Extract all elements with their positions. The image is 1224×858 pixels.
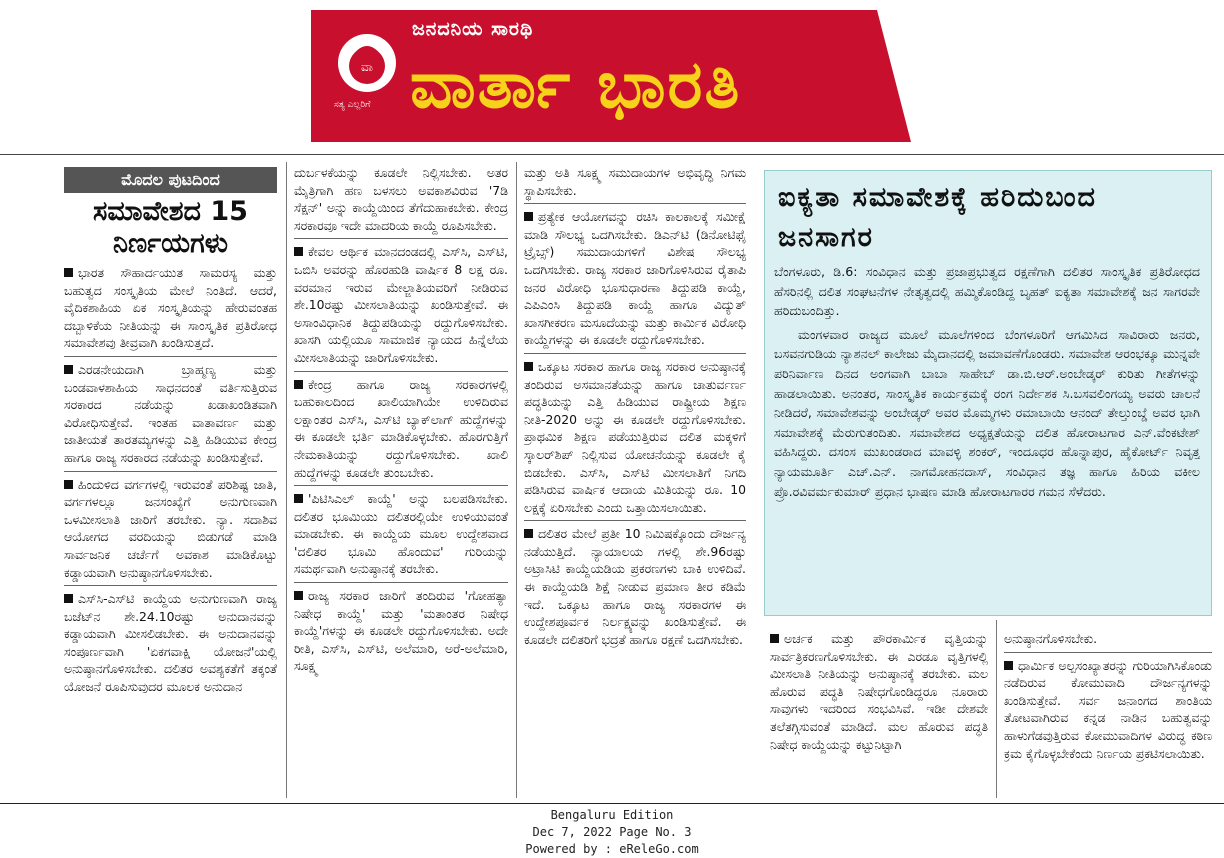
column-divider bbox=[516, 162, 517, 798]
edition-label: Bengaluru Edition bbox=[550, 808, 674, 822]
square-bullet-icon bbox=[524, 362, 533, 371]
article-paragraph: ಮತ್ತು ಅತಿ ಸೂಕ್ಷ್ಮ ಸಮುದಾಯಗಳ ಅಭಿವೃದ್ಧಿ ನಿಗಮ ಸ್ಥಾಪಿಸಬೇಕು. bbox=[524, 165, 746, 198]
article-paragraph: 'ಪಿಟಿಸಿಎಲ್ ಕಾಯ್ದೆ' ಅನ್ನು ಬಲಪಡಿಸಬೇಕು. ದಲಿತರ ಭೂಮಿಯು ದಲಿತರಲ್ಲಿಯೇ ಉಳಿಯುವಂತೆ ಮಾಡಬೇಕು. ಈ ಕಾಯ್ದೆಯ ಮೂಲ ಉದ್ದೇಶವಾದ 'ದಲಿತರ ಭೂಮಿ ಹೊಂದುವ' ಗುರಿಯನ್ನು ಸಮರ್ಥವಾಗಿ ಅನುಷ್ಠಾನಕ್ಕೆ ತರಬೇಕು. bbox=[294, 491, 508, 577]
section-label: ಮೊದಲ ಪುಟದಿಂದ bbox=[64, 167, 277, 193]
square-bullet-icon bbox=[294, 494, 303, 503]
article-paragraph: ಕೇಂದ್ರ ಹಾಗೂ ರಾಜ್ಯ ಸರಕಾರಗಳಲ್ಲಿ ಬಹುಕಾಲದಿಂದ ಖಾಲಿಯಾಗಿಯೇ ಉಳಿದಿರುವ ಲಕ್ಷಾಂತರ ಎಸ್‌ಸಿ, ಎಸ್‌ಟಿ ಬ್ಯಾಕ್‌ಲಾಗ್ ಹುದ್ದೆಗಳನ್ನು ಈ ಕೂಡಲೇ ಭರ್ತಿ ಮಾಡಿಕೊಳ್ಳಬೇಕು. ಹೊರಗುತ್ತಿಗೆ ನೇಮಕಾತಿಯನ್ನು ರದ್ದುಗೊಳಿಸಬೇಕು. ಖಾಲಿ ಹುದ್ದೆಗಳನ್ನು ಕೂಡಲೇ ತುಂಬಬೇಕು. bbox=[294, 376, 508, 480]
paragraph-separator bbox=[64, 356, 277, 357]
article-paragraph: ಎಸ್‌ಸಿ-ಎಸ್‌ಟಿ ಕಾಯ್ದೆಯ ಅನುಗುಣವಾಗಿ ರಾಜ್ಯ ಬಜೆಟ್‌ನ ಶೇ.24.10ರಷ್ಟು ಅನುದಾನವನ್ನು ಕಡ್ಡಾಯವಾಗಿ ಮೀಸಲಿಡಬೇಕು. ಈ ಅನುದಾನವನ್ನು ಸಂಪೂರ್ಣವಾಗಿ 'ಏಕಗವಾಕ್ಷಿ ಯೋಜನೆ'ಯಲ್ಲಿ ಅನುಷ್ಠಾನಗೊಳಿಸಬೇಕು. ದಲಿತರ ಅವಶ್ಯಕತೆಗೆ ತಕ್ಕಂತೆ ಯೋಜನೆ ರೂಪಿಸುವುದರ ಮೂಲಕ ಅನುದಾನ bbox=[64, 591, 277, 695]
square-bullet-icon bbox=[64, 480, 73, 489]
article-column-2 bbox=[294, 164, 508, 798]
square-bullet-icon bbox=[524, 212, 533, 221]
masthead-tagline: ಜನದನಿಯ ಸಾರಥಿ bbox=[412, 18, 534, 40]
lead-story-body bbox=[774, 262, 1200, 608]
square-bullet-icon bbox=[524, 529, 533, 538]
article-paragraph: ಅರ್ಚಕ ಮತ್ತು ಪೌರಕಾರ್ಮಿಕ ವೃತ್ತಿಯನ್ನು ಸಾರ್ವತ್ರಿಕರಣಗೊಳಿಸಬೇಕು. ಈ ಎರಡೂ ವೃತ್ತಿಗಳಲ್ಲಿ ಮೀಸಲಾತಿ ನೀತಿಯನ್ನು ಅನುಷ್ಠಾನಕ್ಕೆ ತರಬೇಕು. ಮಲ ಹೊರುವ ಪದ್ಧತಿ ನಿಷೇಧಗೊಂಡಿದ್ದರೂ ನೂರಾರು ಸಾವುಗಳು ಇದರಿಂದ ಸಂಭವಿಸಿವೆ. ಇಡೀ ದೇಶವೇ ತಲೆತಗ್ಗಿಸುವಂತೆ ಮಾಡಿದೆ. ಮಲ ಹೊರುವ ಪದ್ಧತಿ ನಿಷೇಧ ಕಾಯ್ದೆಯನ್ನು ಕಟ್ಟುನಿಟ್ಟಾಗಿ bbox=[770, 631, 988, 752]
article-paragraph: ಬೆಂಗಳೂರು, ಡಿ.6: ಸಂವಿಧಾನ ಮತ್ತು ಪ್ರಜಾಪ್ರಭುತ್ವದ ರಕ್ಷಣೆಗಾಗಿ ದಲಿತರ ಸಾಂಸ್ಕೃತಿಕ ಪ್ರತಿರೋಧದ ಹೆಸರಿನಲ್ಲಿ ದಲಿತ ಸಂಘಟನೆಗಳ ನೇತೃತ್ವದಲ್ಲಿ ಹಮ್ಮಿಕೊಂಡಿದ್ದ ಬೃಹತ್ ಐಕ್ಯತಾ ಸಮಾವೇಶಕ್ಕೆ ಜನ ಸಾಗರವೇ ಹರಿದುಬಂದಿತ್ತು. bbox=[774, 264, 1200, 319]
square-bullet-icon bbox=[770, 634, 779, 643]
logo-icon bbox=[338, 34, 396, 92]
paragraph-separator bbox=[294, 238, 508, 239]
article-paragraph: ಎರಡನೇಯದಾಗಿ ಬ್ರಾಹ್ಮಣ್ಯ ಮತ್ತು ಬಂಡವಾಳಶಾಹಿಯ ಸಾಧನದಂತೆ ವರ್ತಿಸುತ್ತಿರುವ ಸರಕಾರದ ನಡೆಯನ್ನು ಖಡಾಖಂಡಿತವಾಗಿ ವಿರೋಧಿಸುತ್ತೇವೆ. ಇಂತಹ ವಾತಾವರ್ಣ ಮತ್ತು ಜಾತೀಯತೆ ತಾರತಮ್ಯಗಳನ್ನು ಎತ್ತಿ ಹಿಡಿಯುವ ಕೇಂದ್ರ ಹಾಗೂ ರಾಜ್ಯ ಸರಕಾರದ ನಡೆಯನ್ನು ಖಂಡಿಸುತ್ತೇವೆ. bbox=[64, 361, 277, 465]
paragraph-separator bbox=[294, 371, 508, 372]
powered-by-link[interactable]: Powered by : eReleGo.com bbox=[525, 842, 699, 856]
paragraph-separator bbox=[524, 353, 746, 354]
paragraph-separator bbox=[524, 203, 746, 204]
paragraph-separator bbox=[294, 582, 508, 583]
column-divider bbox=[996, 620, 997, 798]
article-paragraph: ಕೇವಲ ಆರ್ಥಿಕ ಮಾನದಂಡದಲ್ಲಿ ಎಸ್‌ಸಿ, ಎಸ್‌ಟಿ, ಒಬಿಸಿ ಅವರನ್ನು ಹೊರಹುಡಿ ವಾರ್ಷಿಕ 8 ಲಕ್ಷ ರೂ. ವರಮಾನ ಇರುವ ಮೇಲ್ಜಾತಿಯವರಿಗೆ ನೀಡಿರುವ ಶೇ.10ರಷ್ಟು ಮೀಸಲಾತಿಯನ್ನು ಖಂಡಿಸುತ್ತೇವೆ. ಈ ಅಸಾಂವಿಧಾನಿಕ ತಿದ್ದುಪಡಿಯನ್ನು ರದ್ದುಗೊಳಿಸಬೇಕು. ಖಾಸಗಿ ಯಲ್ಲಿಯೂ ಸಾಮಾಜಿಕ ನ್ಯಾಯದ ಹಿನ್ನೆಲೆಯ ಮೀಸಲಾತಿಯನ್ನು ಜಾರಿಗೊಳಿಸಬೇಕು. bbox=[294, 244, 508, 365]
square-bullet-icon bbox=[64, 594, 73, 603]
article-paragraph: ಹಿಂದುಳಿದ ವರ್ಗಗಳಲ್ಲಿ ಇರುವಂತೆ ಪರಿಶಿಷ್ಟ ಜಾತಿ, ವರ್ಗಗಳಲ್ಲೂ ಜನಸಂಖ್ಯೆಗೆ ಅನುಗುಣವಾಗಿ ಒಳಮೀಸಲಾತಿ ಜಾರಿಗೆ ತರಬೇಕು. ನ್ಯಾ. ಸದಾಶಿವ ಆಯೋಗದ ವರದಿಯನ್ನು ಬಿಡುಗಡೆ ಮಾಡಿ ಸಾರ್ವಜನಿಕ ಚರ್ಚೆಗೆ ಅವಕಾಶ ಮಾಡಿಕೊಟ್ಟು ಕಡ್ಡಾಯವಾಗಿ ಅನುಷ್ಠಾನಗೊಳಿಸಬೇಕು. bbox=[64, 476, 277, 580]
article-paragraph: ಪ್ರತ್ಯೇಕ ಆಯೋಗವನ್ನು ರಚಿಸಿ ಕಾಲಕಾಲಕ್ಕೆ ಸಮೀಕ್ಷೆ ಮಾಡಿ ಸೌಲಭ್ಯ ಒದಗಿಸಬೇಕು. ಡಿಎನ್‌ಟಿ (ಡಿನೋಟಿಫೈ ಟ್ರೈಬ್ಸ್) ಸಮುದಾಯಗಳಿಗೆ ವಿಶೇಷ ಸೌಲಭ್ಯ ಒದಗಿಸಬೇಕು. ರಾಜ್ಯ ಸರಕಾರ ಜಾರಿಗೊಳಿಸಿರುವ ರೈತಾಪಿ ಜನರ ವಿರೋಧಿ ಭೂಸುಧಾರಣಾ ತಿದ್ದುಪಡಿ ಕಾಯ್ದೆ, ಎಪಿಎಂಸಿ ತಿದ್ದುಪಡಿ ಕಾಯ್ದೆ ಹಾಗೂ ವಿದ್ಯುತ್ ಖಾಸಗೀಕರಣ ಮಸೂದೆಯನ್ನು ಮತ್ತು ಕಾರ್ಮಿಕ ವಿರೋಧಿ ಕಾಯ್ದೆಗಳನ್ನು ಈ ಕೂಡಲೇ ರದ್ದುಗೊಳಿಸಬೇಕು. bbox=[524, 209, 746, 348]
column-divider bbox=[286, 162, 287, 798]
paragraph-separator bbox=[1004, 652, 1212, 653]
article-paragraph: ಒಕ್ಕೂಟ ಸರಕಾರ ಹಾಗೂ ರಾಜ್ಯ ಸರಕಾರ ಅನುಷ್ಠಾನಕ್ಕೆ ತಂದಿರುವ ಅಸಮಾನತೆಯನ್ನು ಹಾಗೂ ಚಾತುರ್ವರ್ಣ ಪದ್ಧತಿಯನ್ನು ಎತ್ತಿ ಹಿಡಿಯುವ ರಾಷ್ಟ್ರೀಯ ಶಿಕ್ಷಣ ನೀತಿ-2020 ಅನ್ನು ಈ ಕೂಡಲೇ ರದ್ದುಗೊಳಿಸಬೇಕು. ಪ್ರಾಥಮಿಕ ಶಿಕ್ಷಣ ಪಡೆಯುತ್ತಿರುವ ದಲಿತ ಮಕ್ಕಳಿಗೆ ಸ್ಕಾಲರ್‌ಶಿಪ್ ನಿಲ್ಲಿಸುವ ಯೋಚನೆಯನ್ನು ಕೂಡಲೇ ಕೈ ಬಿಡಬೇಕು. ಎಸ್‌ಸಿ, ಎಸ್‌ಟಿ ಮೀಸಲಾತಿಗೆ ನಿಗದಿ ಪಡಿಸಿರುವ ವಾರ್ಷಿಕ ಆದಾಯ ಮಿತಿಯನ್ನು ರೂ. 10 ಲಕ್ಷಕ್ಕೆ ಏರಿಸಬೇಕು ಎಂದು ಒತ್ತಾಯಿಸಲಾಯಿತು. bbox=[524, 358, 746, 515]
column-headline: ಸಮಾವೇಶದ 15 ನಿರ್ಣಯಗಳು bbox=[93, 196, 248, 259]
article-paragraph: ಅನುಷ್ಠಾನಗೊಳಿಸಬೇಕು. bbox=[1004, 631, 1098, 646]
article-column-3 bbox=[524, 164, 746, 798]
lead-story-headline: ಐಕ್ಯತಾ ಸಮಾವೇಶಕ್ಕೆ ಹರಿದುಬಂದ ಜನಸಾಗರ bbox=[778, 182, 1097, 253]
bottom-rule bbox=[0, 803, 1224, 804]
paragraph-separator bbox=[524, 520, 746, 521]
article-paragraph: ಧಾರ್ಮಿಕ ಅಲ್ಪಸಂಖ್ಯಾತರನ್ನು ಗುರಿಯಾಗಿಸಿಕೊಂಡು ನಡೆದಿರುವ ಕೋಮುವಾದಿ ದೌರ್ಜನ್ಯಗಳನ್ನು ಖಂಡಿಸುತ್ತೇವೆ. ಸರ್ವ ಜನಾಂಗದ ಶಾಂತಿಯ ತೋಟವಾಗಿರುವ ಕನ್ನಡ ನಾಡಿನ ಬಹುತ್ವವನ್ನು ಹಾಳುಗೆಡವುತ್ತಿರುವ ಕೋಮುವಾದಿಗಳ ವಿರುದ್ಧ ಕಠಿಣ ಕ್ರಮ ಕೈಗೊಳ್ಳಬೇಕೆಂದು ನಿರ್ಣಯ ಪ್ರಕಟಿಸಲಾಯಿತು. bbox=[1004, 657, 1212, 761]
square-bullet-icon bbox=[294, 380, 303, 389]
newspaper-name: ವಾರ್ತಾ ಭಾರತಿ bbox=[410, 46, 742, 123]
article-paragraph: ಭಾರತ ಸೌಹಾರ್ದಯುತ ಸಾಮರಸ್ಯ ಮತ್ತು ಬಹುತ್ವದ ಸಂಸ್ಕೃತಿಯ ಮೇಲೆ ನಿಂತಿದೆ. ಆದರೆ, ವೈದಿಕಶಾಹಿಯ ಏಕ ಸಂಸ್ಕೃತಿಯನ್ನು ಹೇರುವಂತಹ ದಬ್ಬಾಳಿಕೆಯ ನೀತಿಯನ್ನು ಈ ಸಾಂಸ್ಕೃತಿಕ ಪ್ರತಿರೋಧ ಸಮಾವೇಶವು ತೀವ್ರವಾಗಿ ಖಂಡಿಸುತ್ತದೆ. bbox=[64, 265, 277, 351]
square-bullet-icon bbox=[294, 247, 303, 256]
article-column-5 bbox=[770, 630, 988, 800]
paragraph-separator bbox=[64, 585, 277, 586]
square-bullet-icon bbox=[64, 268, 73, 277]
article-column-6 bbox=[1004, 630, 1212, 800]
article-paragraph: ದುರ್ಬಳಕೆಯನ್ನು ಕೂಡಲೇ ನಿಲ್ಲಿಸಬೇಕು. ಅತರ ಮೈತ್ರಿಗಾಗಿ ಹಣ ಬಳಸಲು ಅವಕಾಶವಿರುವ '7ಡಿ ಸೆಕ್ಷನ್' ಅನ್ನು ಕಾಯ್ದೆಯಿಂದ ತೆಗೆದುಹಾಕಬೇಕು. ಕೇಂದ್ರ ಸರಕಾರವೂ ಇದೇ ಮಾದರಿಯ ಕಾಯ್ದೆ ರೂಪಿಸಬೇಕು. bbox=[294, 165, 508, 233]
article-paragraph: ರಾಜ್ಯ ಸರಕಾರ ಜಾರಿಗೆ ತಂದಿರುವ 'ಗೋಹತ್ಯಾ ನಿಷೇಧ ಕಾಯ್ದೆ' ಮತ್ತು 'ಮತಾಂತರ ನಿಷೇಧ ಕಾಯ್ದೆ'ಗಳನ್ನು ಈ ಕೂಡಲೇ ರದ್ದುಗೊಳಿಸಬೇಕು. ಅದೇ ರೀತಿ, ಎಸ್‌ಸಿ, ಎಸ್‌ಟಿ, ಅಲೆಮಾರಿ, ಅರೆ-ಅಲೆಮಾರಿ, ಸೂಕ್ಷ್ಮ bbox=[294, 588, 508, 674]
square-bullet-icon bbox=[1004, 661, 1013, 670]
article-paragraph: ದಲಿತರ ಮೇಲೆ ಪ್ರತೀ 10 ನಿಮಿಷಕ್ಕೊಂದು ದೌರ್ಜನ್ಯ ನಡೆಯುತ್ತಿದೆ. ನ್ಯಾಯಾಲಯ ಗಳಲ್ಲಿ ಶೇ.96ರಷ್ಟು ಅಟ್ರಾಸಿಟಿ ಕಾಯ್ದೆಯಡಿಯ ಪ್ರಕರಣಗಳು ಬಾಕಿ ಉಳಿದಿವೆ. ಈ ಕಾಯ್ದೆಯಡಿ ಶಿಕ್ಷೆ ನೀಡುವ ಪ್ರಮಾಣ ತೀರ ಕಡಿಮೆ ಇದೆ. ಒಕ್ಕೂಟ ಹಾಗೂ ರಾಜ್ಯ ಸರಕಾರಗಳ ಈ ಉದ್ದೇಶಪೂರ್ವಕ ನಿರ್ಲಕ್ಷ್ಯವನ್ನು ಖಂಡಿಸುತ್ತೇವೆ. ಈ ಕೂಡಲೇ ದಲಿತರಿಗೆ ಭದ್ರತೆ ಹಾಗೂ ರಕ್ಷಣೆ ಒದಗಿಸಬೇಕು. bbox=[524, 526, 746, 647]
article-paragraph: ಮಂಗಳವಾರ ರಾಜ್ಯದ ಮೂಲೆ ಮೂಲೆಗಳಿಂದ ಬೆಂಗಳೂರಿಗೆ ಆಗಮಿಸಿದ ಸಾವಿರಾರು ಜನರು, ಬಸವನಗುಡಿಯ ನ್ಯಾಶನಲ್ ಕಾಲೇಜು ಮೈದಾನದಲ್ಲಿ ಜಮಾವಣೆಗೊಂಡರು. ಸಮಾವೇಶ ಆರಂಭಕ್ಕೂ ಮುನ್ನವೇ ಪರಿನಿರ್ವಾಣ ದಿನದ ಅಂಗವಾಗಿ ಬಾಬಾ ಸಾಹೇಬ್ ಡಾ.ಬಿ.ಆರ್.ಅಂಬೇಡ್ಕರ್ ಕುರಿತು ಗೀತೆಗಳನ್ನು ಹಾಡಲಾಯಿತು. ಅನಂತರ, ಸಾಂಸ್ಕೃತಿಕ ಕಾರ್ಯಕ್ರಮಕ್ಕೆ ರಂಗ ನಿರ್ದೇಶಕ ಸಿ.ಬಸವಲಿಂಗಯ್ಯ ಅವರು ಚಾಲನೆ ನೀಡಿದರೆ, ಸಮಾವೇಶವನ್ನು ಅಂಬೇಡ್ಕರ್ ಅವರ ಮೊಮ್ಮಗಳು ರಮಾಬಾಯಿ ಆನಂದ್ ತೇಲ್ತುಂಬ್ಡೆ ಅವರ ಭಾಗಿ ಸಮಾವೇಶಕ್ಕೆ ಮೆರುಗುತಂದಿತು. ಸಮಾವೇಶದ ಅಧ್ಯಕ್ಷತೆಯನ್ನು ದಲಿತ ಹೋರಾಟಗಾರ ಎನ್.ವೆಂಕಟೇಶ್ ವಹಿಸಿದ್ದರು. ದಸಂಸ ಮುಖಂಡರಾದ ಮಾವಳ್ಳಿ ಶಂಕರ್, ಇಂದೂಧರ ಹೊನ್ನಾಪುರ, ಹೈಕೋರ್ಟ್ ನಿವೃತ್ತ ನ್ಯಾಯಮೂರ್ತಿ ಎಚ್.ಎನ್. ನಾಗಮೋಹನದಾಸ್, ಸಂವಿಧಾನ ತಜ್ಞ ಹಾಗೂ ಹಿರಿಯ ವಕೀಲ ಪ್ರೊ.ರವಿವರ್ಮಕುಮಾರ್ ಪ್ರಧಾನ ಭಾಷಣ ಮಾಡಿ ಹೋರಾಟಗಾರರ ಗಮನ ಸೆಳೆದರು. bbox=[774, 326, 1200, 499]
square-bullet-icon bbox=[294, 591, 303, 600]
date-page-label: Dec 7, 2022 Page No. 3 bbox=[532, 825, 692, 839]
paragraph-separator bbox=[294, 485, 508, 486]
paragraph-separator bbox=[64, 471, 277, 472]
top-rule bbox=[0, 154, 1224, 155]
svg-text:ವಾ: ವಾ bbox=[361, 60, 373, 74]
article-column-1 bbox=[64, 264, 277, 798]
square-bullet-icon bbox=[64, 365, 73, 374]
logo-caption: ಸತ್ಯ ಎಲ್ಲರಿಗೆ bbox=[334, 100, 371, 110]
